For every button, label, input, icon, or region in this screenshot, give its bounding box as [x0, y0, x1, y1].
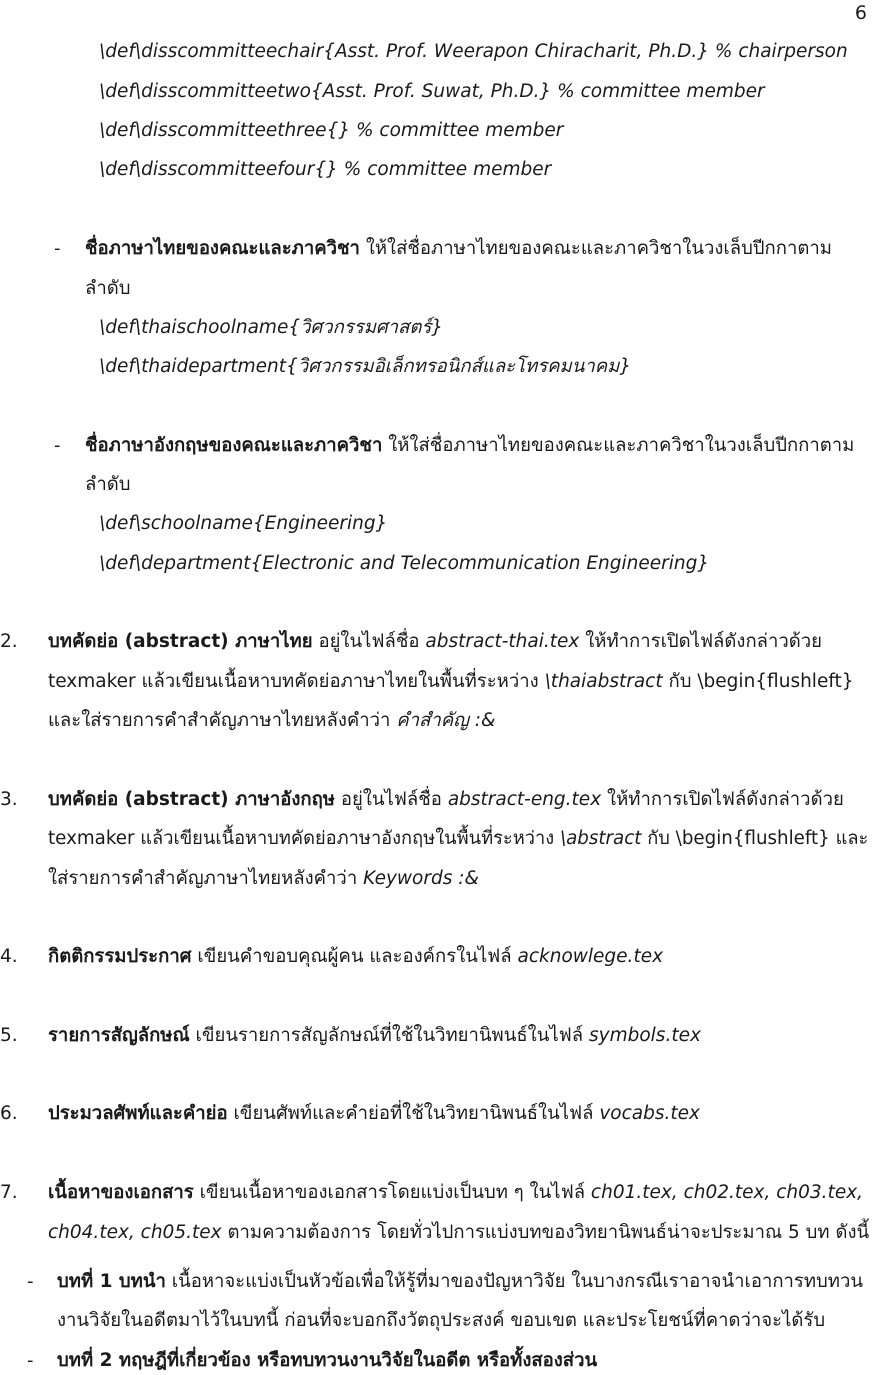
item3-line3 — [48, 866, 479, 892]
bullet-dash: - — [54, 238, 61, 259]
item-text: เขียนคำขอบคุณผู้คน และองค์กรในไฟล์ — [197, 946, 512, 967]
item-text: อยู่ในไฟล์ชื่อ — [318, 631, 420, 652]
item-text: กับ \begin{flushleft} — [668, 671, 854, 692]
item-text: ให้ทำการเปิดไฟล์ดังกล่าวด้วย — [607, 789, 844, 810]
file-name: abstract-thai.tex — [425, 631, 580, 652]
item-text: ให้ทำการเปิดไฟล์ดังกล่าวด้วย — [585, 631, 822, 652]
code-line: \def\disscommitteetwo{Asst. Prof. Suwat, Ph.D.} % committee member — [99, 81, 765, 102]
code-line: \def\thaischoolname{วิศวกรรมศาสตร์} — [99, 317, 444, 338]
bullet-heading: ชื่อภาษาไทยของคณะและภาควิชา — [85, 238, 360, 259]
item-text: ใส่รายการคำสำคัญภาษาไทยหลังคำว่า — [48, 868, 358, 889]
command-name: \thaiabstract — [544, 671, 663, 692]
item-text: อยู่ในไฟล์ชื่อ — [340, 789, 442, 810]
item-heading: เนื้อหาของเอกสาร — [48, 1182, 194, 1203]
item-heading: กิตติกรรมประกาศ — [48, 946, 192, 967]
item-text: กับ \begin{flushleft} และ — [647, 828, 869, 849]
file-name: ch01.tex, ch02.tex, ch03.tex, — [590, 1182, 864, 1203]
item7-line1 — [48, 1180, 863, 1206]
item-heading: ประมวลศัพท์และคำย่อ — [48, 1103, 228, 1124]
bullet-line — [85, 433, 854, 459]
bullet-dash: - — [27, 1271, 34, 1292]
item-text: เขียนเนื้อหาของเอกสารโดยแบ่งเป็นบท ๆ ในไฟล์ — [199, 1182, 586, 1203]
item3-line2 — [48, 826, 868, 852]
page-number: 6 — [854, 2, 867, 24]
item-text: และใส่รายการคำสำคัญภาษาไทยหลังคำว่า — [48, 710, 391, 731]
keyword-label: Keywords :& — [363, 868, 479, 889]
item5-line — [48, 1023, 701, 1049]
code-line: \def\department{Electronic and Telecommunication Engineering} — [99, 553, 710, 574]
item-heading: รายการสัญลักษณ์ — [48, 1025, 190, 1046]
bullet-heading: ชื่อภาษาอังกฤษของคณะและภาควิชา — [85, 435, 383, 456]
item-number: 2. — [0, 631, 18, 652]
item-heading: บทคัดย่อ (abstract) ภาษาไทย — [48, 631, 313, 652]
bullet-dash: - — [54, 435, 61, 456]
code-line: \def\schoolname{Engineering} — [99, 513, 388, 534]
code-line: \def\disscommitteefour{} % committee member — [99, 159, 552, 180]
item-text: texmaker แล้วเขียนเนื้อหาบทคัดย่อภาษาอังกฤษในพื้นที่ระหว่าง — [48, 828, 555, 849]
chapter1-line2: งานวิจัยในอดีตมาไว้ในบทนี้ ก่อนที่จะบอกถึงวัตถุประสงค์ ขอบเขต และประโยชน์ที่คาดว่าจะได้รับ — [57, 1310, 826, 1331]
item-number: 4. — [0, 946, 18, 967]
bullet-dash: - — [27, 1350, 34, 1371]
item4-line — [48, 944, 663, 970]
file-name: symbols.tex — [589, 1025, 701, 1046]
code-line: \def\disscommitteethree{} % committee member — [99, 120, 564, 141]
item2-line1 — [48, 629, 822, 655]
file-name: ch04.tex, ch05.tex — [48, 1222, 222, 1243]
item-heading: บทคัดย่อ (abstract) ภาษาอังกฤษ — [48, 789, 335, 810]
file-name: vocabs.tex — [599, 1103, 700, 1124]
item-text: เนื้อหาจะแบ่งเป็นหัวข้อเพื่อให้รู้ที่มาของปัญหาวิจัย ในบางกรณีเราอาจนำเอาการทบทวน — [171, 1271, 864, 1292]
item-number: 3. — [0, 789, 18, 810]
bullet-text-cont: ลำดับ — [85, 278, 131, 299]
item3-line1 — [48, 787, 844, 813]
item7-line2 — [48, 1220, 869, 1246]
item2-line2 — [48, 669, 854, 695]
bullet-text: ให้ใส่ชื่อภาษาไทยของคณะและภาควิชาในวงเล็บปีกกาตาม — [365, 238, 832, 259]
item-number: 6. — [0, 1103, 18, 1124]
item-text: เขียนศัพท์และคำย่อที่ใช้ในวิทยานิพนธ์ในไฟล์ — [233, 1103, 594, 1124]
chapter-heading: บทที่ 1 บทนำ — [57, 1271, 166, 1292]
file-name: acknowlege.tex — [517, 946, 664, 967]
item-number: 5. — [0, 1025, 18, 1046]
bullet-text-cont: ลำดับ — [85, 474, 131, 495]
item6-line — [48, 1101, 700, 1127]
bullet-line — [85, 236, 832, 262]
code-line: \def\thaidepartment{วิศวกรรมอิเล็กทรอนิกส์และโทรคมนาคม} — [99, 356, 632, 377]
item2-line3 — [48, 708, 495, 734]
item-text: texmaker แล้วเขียนเนื้อหาบทคัดย่อภาษาไทยในพื้นที่ระหว่าง — [48, 671, 539, 692]
bullet-text: ให้ใส่ชื่อภาษาไทยของคณะและภาควิชาในวงเล็บปีกกาตาม — [388, 435, 855, 456]
code-line: \def\disscommitteechair{Asst. Prof. Weerapon Chiracharit, Ph.D.} % chairperson — [99, 41, 848, 62]
item-number: 7. — [0, 1182, 18, 1203]
chapter-heading: บทที่ 2 ทฤษฎีที่เกี่ยวข้อง หรือทบทวนงานวิจัยในอดีต หรือทั้งสองส่วน — [57, 1350, 598, 1371]
file-name: abstract-eng.tex — [447, 789, 602, 810]
item-text: เขียนรายการสัญลักษณ์ที่ใช้ในวิทยานิพนธ์ในไฟล์ — [195, 1025, 584, 1046]
item-text: ตามความต้องการ โดยทั่วไปการแบ่งบทของวิทยานิพนธ์น่าจะประมาณ 5 บท ดังนี้ — [227, 1222, 870, 1243]
chapter1-line1 — [57, 1269, 863, 1295]
command-name: \abstract — [559, 828, 642, 849]
keyword-label: คำสำคัญ :& — [396, 710, 496, 731]
chapter2-line — [57, 1348, 597, 1374]
